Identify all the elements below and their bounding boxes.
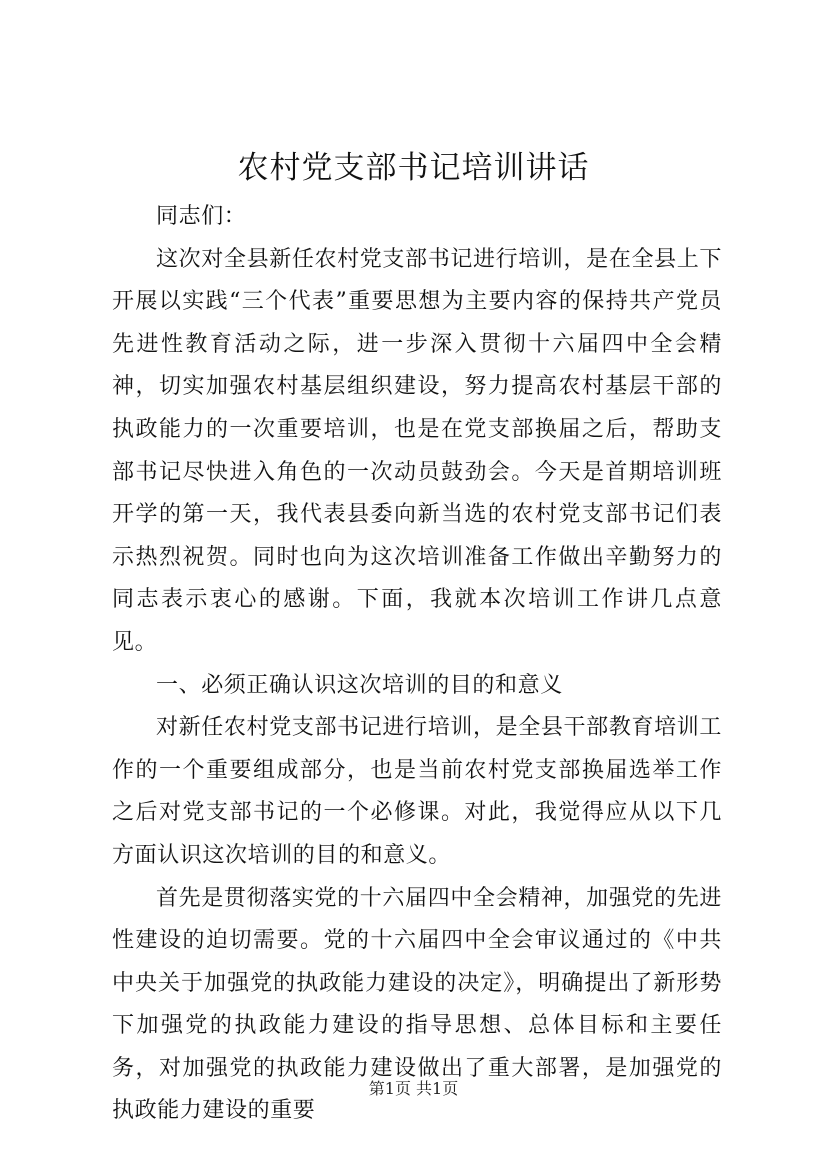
salutation: 同志们：	[156, 204, 247, 229]
section-heading-1: 一、必须正确认识这次培训的目的和意义	[156, 672, 563, 698]
document-body	[112, 196, 722, 1133]
paragraph-section-1: 对新任农村党支部书记进行培训，是全县干部教育培训工作的一个重要组成部分，也是当前农村党支部换届选举工作之后对党支部书记的一个必修课。对此，我觉得应从以下几方面认识这次培训的目的和意义。	[112, 715, 722, 868]
paragraph-intro: 这次对全县新任农村党支部书记进行培训，是在全县上下开展以实践“三个代表”重要思想为主要内容的保持共产党员先进性教育活动之际，进一步深入贯彻十六届四中全会精神，切实加强农村基层组织建设，努力提高农村基层干部的执政能力的一次重要培训，也是在党支部换届之后，帮助支部书记尽快进入角色的一次动员鼓劲会。今天是首期培训班开学的第一天，我代表县委向新当选的农村党支部书记们表示热烈祝贺。同时也向为这次培训准备工作做出辛勤努力的同志表示衷心的感谢。下面，我就本次培训工作讲几点意见。	[112, 246, 722, 655]
page-footer: 第1页 共1页	[368, 1079, 459, 1098]
paragraph-first-point: 首先是贯彻落实党的十六届四中全会精神，加强党的先进性建设的迫切需要。党的十六届四中全会审议通过的《中共中央关于加强党的执政能力建设的决定》，明确提出了新形势下加强党的执政能力建设的指导思想、总体目标和主要任务，对加强党的执政能力建设做出了重大部署，是加强党的执政能力建设的重要	[112, 885, 722, 1124]
document-title: 农村党支部书记培训讲话	[237, 150, 590, 186]
